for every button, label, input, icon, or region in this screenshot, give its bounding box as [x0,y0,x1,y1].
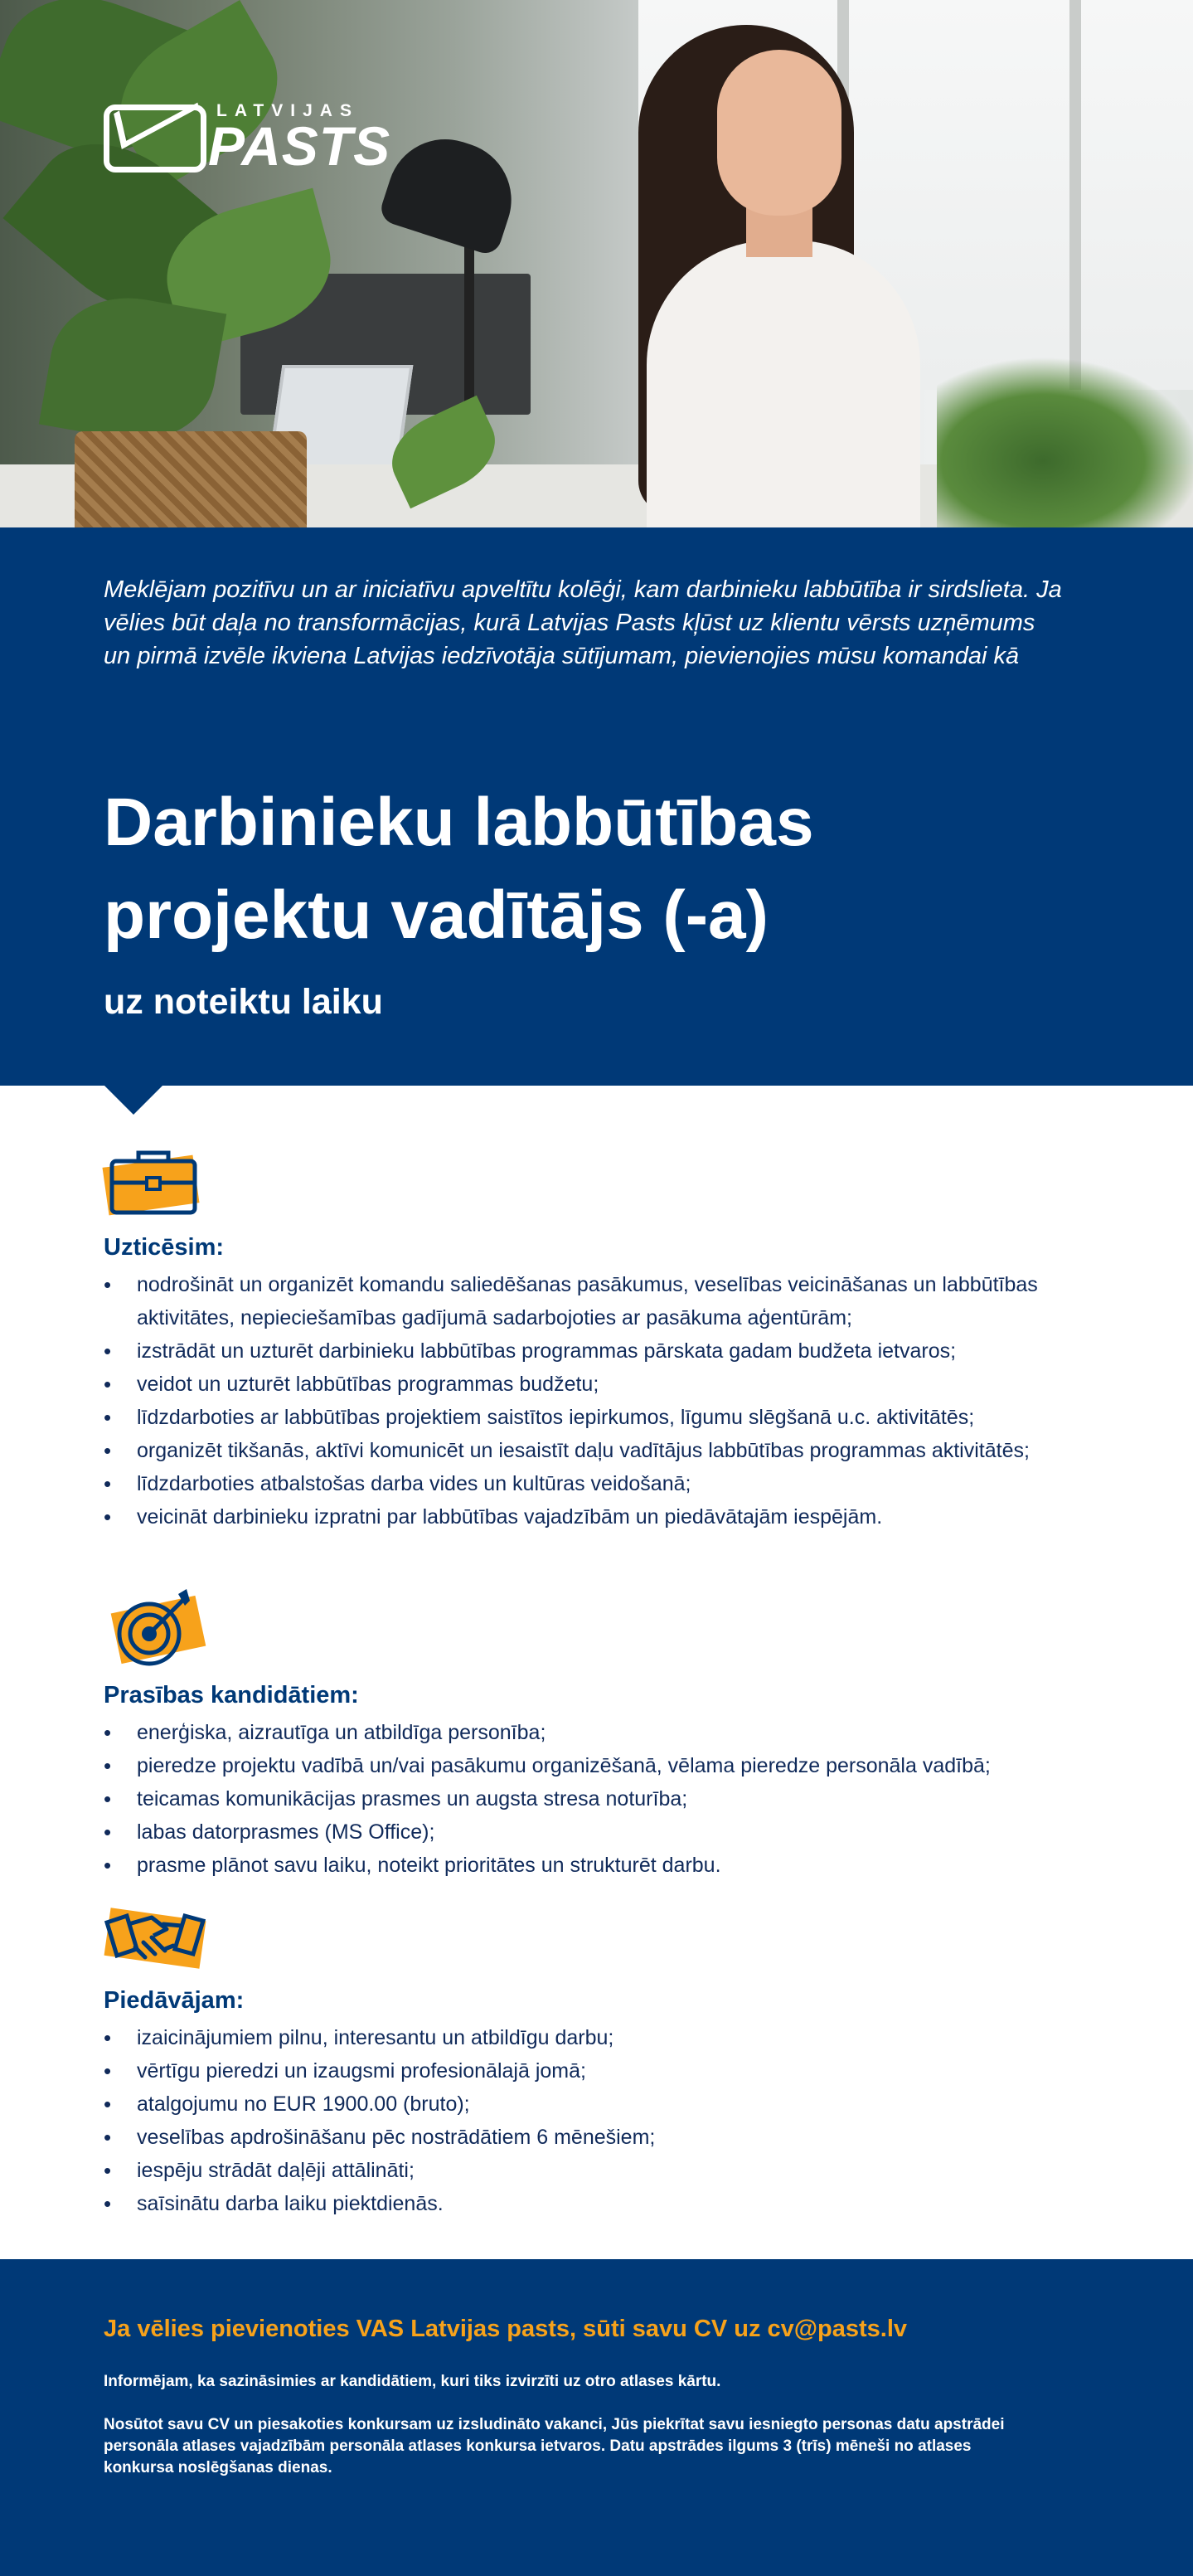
requirements-title: Prasības kandidātiem: [104,1682,359,1708]
intro-text: Meklējam pozitīvu un ar iniciatīvu apveltītu kolēģi, kam darbinieku labbūtība ir sirdslieta. Ja vēlies būt daļa no transformācijas, kurā Latvijas Pasts kļūst uz klientu vērsts uzņēmums un pirmā izvēle ikviena Latvijas iedzīvotāja sūtījumam, pievienojies mūsu komandai kā [104,576,1062,669]
list-item: • atalgojumu no EUR 1900.00 (bruto); [104,2088,1115,2121]
list-item: • izstrādāt un uzturēt darbinieku labbūtības programmas pārskata gadam budžeta ietvaros; [104,1334,1115,1368]
window-frame [1069,0,1081,390]
offer-section [104,1899,1115,2220]
list-item: • iespēju strādāt daļēji attālināti; [104,2154,1115,2187]
offer-list [104,2021,1115,2220]
plant-pot-shape [75,431,307,527]
target-icon [104,1586,211,1669]
list-item: • teicamas komunikācijas prasmes un augsta stresa noturība; [104,1782,1115,1815]
requirements-section [104,1586,1115,1882]
person-body-shape [647,241,920,527]
plant-right-shape [937,357,1193,527]
list-item: • veidot un uzturēt labbūtības programmas budžetu; [104,1368,1115,1401]
pointer-notch [104,1085,163,1115]
apply-cta: Ja vēlies pievienoties VAS Latvijas pasts, sūti savu CV uz cv@pasts.lv [104,2316,908,2342]
job-title: Darbinieku labbūtības projektu vadītājs (-a) [104,785,814,953]
logo-top-word: LATVIJAS [216,101,359,120]
list-item: • veicināt darbinieku izpratni par labbūtības vajadzībām un piedāvātajām iespējām. [104,1500,1115,1533]
requirements-list [104,1716,1115,1882]
list-item: • organizēt tikšanās, aktīvi komunicēt un iesaistīt daļu vadītājus labbūtības programmas aktivitātēs; [104,1434,1115,1467]
footer [0,2259,1193,2576]
plant-leaf [39,285,226,453]
envelope-icon [104,104,206,173]
list-item: • vērtīgu pieredzi un izaugsmi profesionālajā jomā; [104,2054,1115,2088]
list-item: • veselības apdrošināšanu pēc nostrādātiem 6 mēnešiem; [104,2121,1115,2154]
data-processing-note: Nosūtot savu CV un piesakoties konkursam uz izsludināto vakanci, Jūs piekrītat savu iesniegto personas datu apstrādei personāla atlases vajadzībām personāla atlases konkursa ietvaros. Datu apstrādes ilgums 3 (trīs) mēneši no atlases konkursa noslēgšanas dienas. [104,2416,1005,2476]
hero-photo [0,0,1193,527]
list-item: • enerģiska, aizrautīga un atbildīga personība; [104,1716,1115,1749]
tasks-list [104,1268,1115,1533]
list-item: • līdzdarboties atbalstošas darba vides un kultūras veidošanā; [104,1467,1115,1500]
list-item: • nodrošināt un organizēt komandu saliedēšanas pasākumus, veselības veicināšanas un labbūtības aktivitātes, nepieciešamības gadījumā sadarbojoties ar pasākuma aģentūrām; [104,1268,1115,1334]
list-item: • pieredze projektu vadībā un/vai pasākumu organizēšanā, vēlama pieredze personāla vadībā; [104,1749,1115,1782]
latvijas-pasts-logo [104,98,402,177]
list-item: • prasme plānot savu laiku, noteikt prioritātes un strukturēt darbu. [104,1849,1115,1882]
person-face-shape [717,50,841,216]
job-subtitle: uz noteiktu laiku [104,982,383,1022]
list-item: • saīsinātu darba laiku piektdienās. [104,2187,1115,2220]
contact-note: Informējam, ka sazināsimies ar kandidātiem, kuri tiks izvirzīti uz otro atlases kārtu. [104,2373,721,2390]
tasks-title: Uzticēsim: [104,1234,225,1261]
list-item: • izaicinājumiem pilnu, interesantu un atbildīgu darbu; [104,2021,1115,2054]
list-item: • labas datorprasmes (MS Office); [104,1815,1115,1849]
list-item: • līdzdarboties ar labbūtības projektiem saistītos iepirkumos, līgumu slēgšanā u.c. aktivitātēs; [104,1401,1115,1434]
briefcase-icon [104,1143,211,1226]
offer-title: Piedāvājam: [104,1987,245,2014]
handshake-icon [104,1899,211,1982]
intro-block [0,527,1193,1086]
logo-brand-word: PASTS [208,115,391,177]
tasks-section [104,1143,1115,1533]
